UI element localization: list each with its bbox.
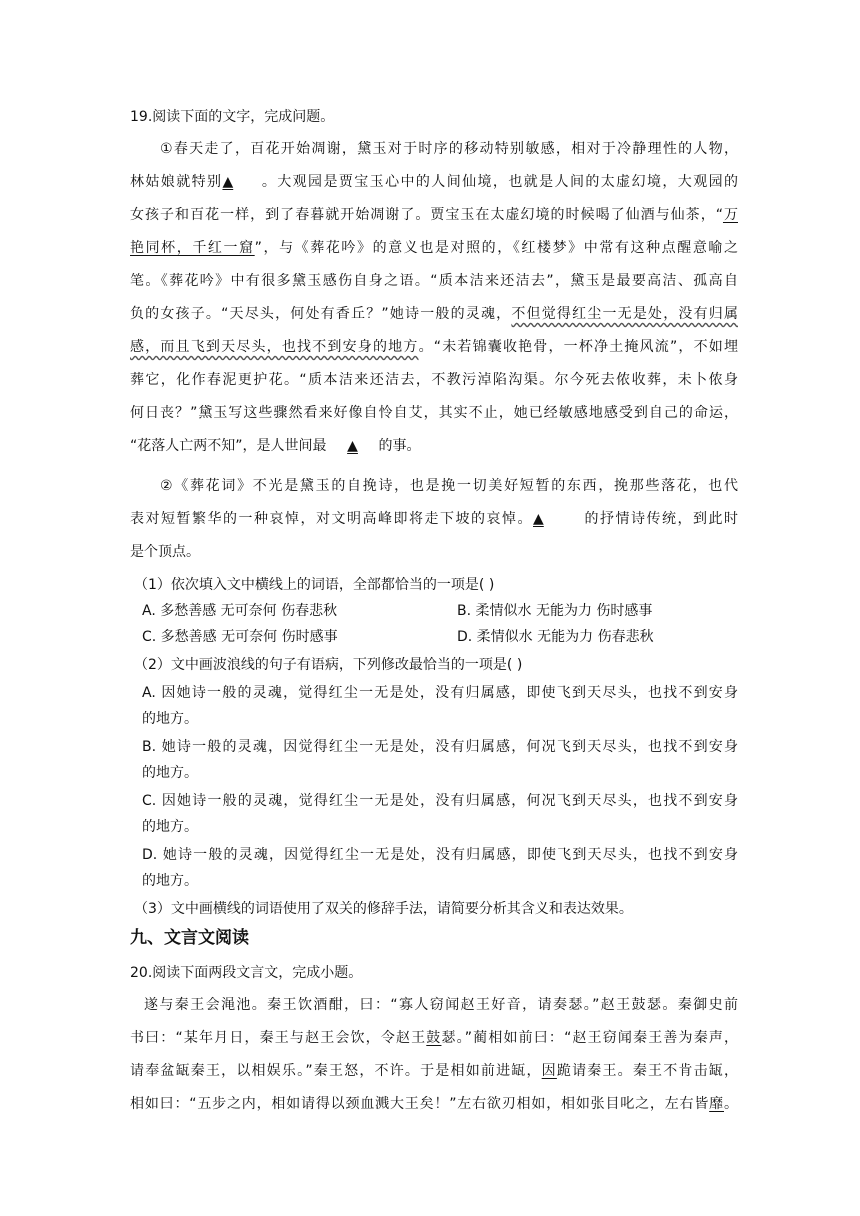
option-d[interactable]: D. 柔情似水 无能为力 伤春悲秋 <box>457 629 654 645</box>
classical-text-line: 请奉盆缻秦王，以相娱乐。”秦王怒，不许。于是相如前进缻，因跪请秦王。秦王不肯击缻， <box>130 1063 739 1079</box>
passage-line: 林姑娘就特别▲ 。大观园是贾宝玉心中的人间仙境，也就是人间的太虚幻境，大观园的 <box>130 174 739 190</box>
wavy-sentence: 感，而且飞到天尽头，也找不到安身的地方 <box>130 339 419 355</box>
passage-line: 何日丧？”黛玉写这些骤然看来好像自怜自艾，其实不止，她已经敏感地感受到自己的命运， <box>130 405 738 421</box>
classical-text-line: 书曰：“某年月日，秦王与赵王会饮，令赵王鼓瑟。”蔺相如前曰：“赵王窃闻秦王善为秦声， <box>130 1030 738 1046</box>
classical-text-line: 遂与秦王会渑池。秦王饮酒酣，曰：“寡人窃闻赵王好音，请奏瑟。”赵王鼓瑟。秦御史前 <box>144 997 738 1013</box>
fill-blank: ▲ <box>222 174 234 190</box>
passage-line: 笔。《葬花吟》中有很多黛玉感伤自身之语。“质本洁来还洁去”，黛玉是最要高洁、孤高自 <box>130 273 738 289</box>
option-a-cont[interactable]: 的地方。 <box>142 711 198 727</box>
pun-phrase: 艳同杯，千红一窟 <box>130 240 255 256</box>
pun-phrase: 万 <box>722 207 738 223</box>
option-b-cont[interactable]: 的地方。 <box>142 765 198 781</box>
option-b[interactable]: B. 柔情似水 无能为力 伤时感事 <box>457 603 653 619</box>
option-c-cont[interactable]: 的地方。 <box>142 819 198 835</box>
option-c[interactable]: C. 因她诗一般的灵魂，觉得红尘一无是处，没有归属感，何况飞到天尽头，也找不到安身 <box>142 793 738 809</box>
passage-line: 艳同杯，千红一窟”，与《葬花吟》的意义也是对照的，《红楼梦》中常有这种点醒意喻之 <box>130 240 738 256</box>
option-a[interactable]: A. 因她诗一般的灵魂，觉得红尘一无是处，没有归属感，即使飞到天尽头，也找不到安身 <box>142 685 738 701</box>
passage-line: 是个顶点。 <box>130 544 200 560</box>
option-d[interactable]: D. 她诗一般的灵魂，因觉得红尘一无是处，没有归属感，即使飞到天尽头，也找不到安身 <box>142 847 738 863</box>
question-20-title: 20.阅读下面两段文言文，完成小题。 <box>130 965 363 981</box>
passage-line: “花落人亡两不知”，是人世间最 ▲ 的事。 <box>130 438 421 454</box>
wavy-sentence: 不但觉得红尘一无是处，没有归属 <box>511 306 738 322</box>
passage-line: ①春天走了，百花开始凋谢，黛玉对于时序的移动特别敏感，相对于冷静理性的人物， <box>160 141 738 157</box>
option-d-cont[interactable]: 的地方。 <box>142 873 198 889</box>
section-heading: 九、文言文阅读 <box>130 928 249 948</box>
passage-line: 表对短暂繁华的一种哀悼，对文明高峰即将走下坡的哀悼。▲ 的抒情诗传统，到此时 <box>130 511 738 527</box>
question-19-title: 19.阅读下面的文字，完成问题。 <box>130 109 335 125</box>
fill-blank: ▲ <box>533 511 544 527</box>
option-a[interactable]: A. 多愁善感 无可奈何 伤春悲秋 <box>142 603 338 619</box>
passage-line: 女孩子和百花一样，到了春暮就开始凋谢了。贾宝玉在太虚幻境的时候喝了仙酒与仙茶，“万 <box>130 207 738 223</box>
classical-text-line: 相如曰：“五步之内，相如请得以颈血溅大王矣！”左右欲刃相如，相如张目叱之，左右皆靡。 <box>130 1096 738 1112</box>
option-b[interactable]: B. 她诗一般的灵魂，因觉得红尘一无是处，没有归属感，何况飞到天尽头，也找不到安身 <box>142 739 738 755</box>
sub-question-1-stem: （1）依次填入文中横线上的词语，全部都恰当的一项是( ) <box>134 577 495 593</box>
passage-line: 感，而且飞到天尽头，也找不到安身的地方。“未若锦囊收艳骨，一杯净土掩风流”，不如埋 <box>130 339 738 355</box>
passage-line: ②《葬花词》不光是黛玉的自挽诗，也是挽一切美好短暂的东西，挽那些落花，也代 <box>160 478 738 494</box>
underlined-word: 因 <box>541 1063 557 1079</box>
fill-blank: ▲ <box>347 438 358 454</box>
sub-question-2-stem: （2）文中画波浪线的句子有语病，下列修改最恰当的一项是( ) <box>134 657 523 673</box>
passage-line: 负的女孩子。“天尽头，何处有香丘？”她诗一般的灵魂，不但觉得红尘一无是处，没有归属 <box>130 306 738 322</box>
underlined-word: 鼓 <box>426 1030 442 1046</box>
option-c[interactable]: C. 多愁善感 无可奈何 伤时感事 <box>142 629 338 645</box>
sub-question-3-stem: （3）文中画横线的词语使用了双关的修辞手法，请简要分析其含义和表达效果。 <box>134 901 633 917</box>
underlined-word: 靡 <box>709 1096 724 1112</box>
passage-line: 葬它，化作春泥更护花。“质本洁来还洁去，不教污淖陷沟渠。尔今死去侬收葬，未卜侬身 <box>130 372 738 388</box>
